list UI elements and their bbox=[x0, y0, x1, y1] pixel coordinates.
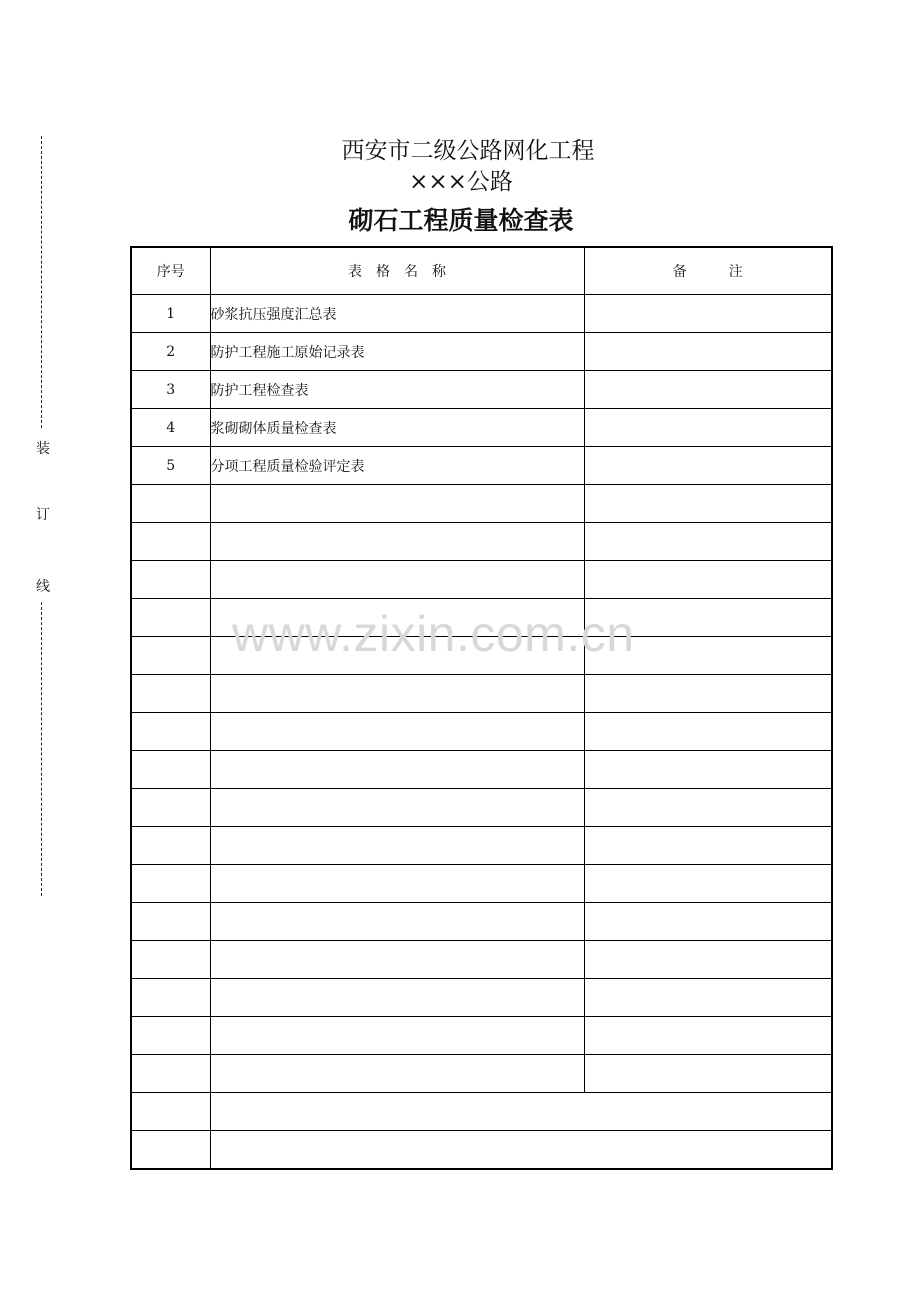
empty-cell bbox=[584, 1055, 832, 1093]
binding-dashed-line-bottom bbox=[41, 602, 42, 896]
empty-cell bbox=[210, 675, 584, 713]
table-row bbox=[131, 409, 832, 447]
binding-char-zhuang: 装 bbox=[36, 441, 50, 457]
empty-row bbox=[131, 979, 832, 1017]
empty-cell bbox=[131, 751, 210, 789]
empty-row bbox=[131, 903, 832, 941]
empty-cell bbox=[131, 675, 210, 713]
column-header-remark: 备 注 bbox=[584, 247, 832, 295]
row-remark bbox=[584, 409, 832, 447]
empty-cell bbox=[584, 599, 832, 637]
empty-row bbox=[131, 637, 832, 675]
row-name: 浆砌砌体质量检查表 bbox=[210, 409, 584, 447]
empty-cell bbox=[584, 941, 832, 979]
empty-cell bbox=[210, 713, 584, 751]
empty-cell bbox=[131, 637, 210, 675]
row-seq: 4 bbox=[131, 409, 210, 447]
form-title: 砌石工程质量检查表 bbox=[348, 206, 574, 235]
empty-cell bbox=[131, 865, 210, 903]
empty-cell bbox=[584, 637, 832, 675]
row-remark bbox=[584, 371, 832, 409]
empty-cell bbox=[584, 713, 832, 751]
empty-row bbox=[131, 865, 832, 903]
binding-char-xian: 线 bbox=[36, 579, 50, 595]
empty-cell bbox=[131, 1093, 210, 1131]
empty-cell bbox=[131, 561, 210, 599]
binding-char-ding: 订 bbox=[36, 507, 50, 523]
merged-cell bbox=[210, 1131, 832, 1170]
empty-cell bbox=[210, 903, 584, 941]
empty-cell bbox=[584, 903, 832, 941]
table-header-row bbox=[131, 247, 832, 295]
row-remark bbox=[584, 447, 832, 485]
row-remark bbox=[584, 333, 832, 371]
empty-row bbox=[131, 599, 832, 637]
empty-row bbox=[131, 561, 832, 599]
empty-row bbox=[131, 675, 832, 713]
empty-cell bbox=[131, 1017, 210, 1055]
empty-cell bbox=[584, 675, 832, 713]
table-row bbox=[131, 371, 832, 409]
empty-cell bbox=[210, 979, 584, 1017]
empty-cell bbox=[131, 713, 210, 751]
empty-cell bbox=[210, 827, 584, 865]
empty-cell bbox=[584, 561, 832, 599]
empty-cell bbox=[210, 1055, 584, 1093]
empty-cell bbox=[131, 789, 210, 827]
column-header-seq: 序号 bbox=[131, 247, 210, 295]
empty-cell bbox=[131, 1055, 210, 1093]
empty-cell bbox=[210, 599, 584, 637]
inspection-table bbox=[130, 246, 833, 1170]
empty-cell bbox=[584, 485, 832, 523]
empty-cell bbox=[584, 865, 832, 903]
empty-cell bbox=[131, 599, 210, 637]
empty-cell bbox=[584, 751, 832, 789]
watermark: www.zixin.com.cn bbox=[232, 606, 635, 662]
empty-cell bbox=[210, 751, 584, 789]
merged-cell bbox=[210, 1093, 832, 1131]
empty-cell bbox=[584, 523, 832, 561]
empty-row bbox=[131, 485, 832, 523]
empty-cell bbox=[584, 789, 832, 827]
empty-cell bbox=[584, 1017, 832, 1055]
row-name: 分项工程质量检验评定表 bbox=[210, 447, 584, 485]
empty-cell bbox=[210, 1017, 584, 1055]
merged-row bbox=[131, 1131, 832, 1170]
row-seq: 2 bbox=[131, 333, 210, 371]
empty-cell bbox=[210, 485, 584, 523]
empty-cell bbox=[584, 827, 832, 865]
empty-row bbox=[131, 1055, 832, 1093]
empty-cell bbox=[131, 941, 210, 979]
empty-cell bbox=[131, 827, 210, 865]
row-name: 砂浆抗压强度汇总表 bbox=[210, 295, 584, 333]
row-seq: 1 bbox=[131, 295, 210, 333]
row-name: 防护工程施工原始记录表 bbox=[210, 333, 584, 371]
row-name: 防护工程检查表 bbox=[210, 371, 584, 409]
table-row bbox=[131, 295, 832, 333]
empty-row bbox=[131, 751, 832, 789]
table-row bbox=[131, 333, 832, 371]
empty-cell bbox=[210, 865, 584, 903]
empty-row bbox=[131, 1017, 832, 1055]
road-title: ×××公路 bbox=[409, 169, 513, 195]
empty-cell bbox=[584, 979, 832, 1017]
row-remark bbox=[584, 295, 832, 333]
empty-cell bbox=[131, 523, 210, 561]
empty-cell bbox=[131, 1131, 210, 1170]
empty-cell bbox=[210, 561, 584, 599]
empty-row bbox=[131, 523, 832, 561]
empty-cell bbox=[210, 789, 584, 827]
empty-row bbox=[131, 789, 832, 827]
empty-cell bbox=[131, 979, 210, 1017]
empty-row bbox=[131, 827, 832, 865]
empty-cell bbox=[210, 941, 584, 979]
empty-row bbox=[131, 713, 832, 751]
merged-row bbox=[131, 1093, 832, 1131]
empty-cell bbox=[210, 637, 584, 675]
empty-cell bbox=[131, 903, 210, 941]
empty-row bbox=[131, 941, 832, 979]
row-seq: 3 bbox=[131, 371, 210, 409]
empty-cell bbox=[210, 523, 584, 561]
column-header-name: 表 格 名 称 bbox=[210, 247, 584, 295]
row-seq: 5 bbox=[131, 447, 210, 485]
project-title: 西安市二级公路网化工程 bbox=[341, 138, 595, 164]
table-row bbox=[131, 447, 832, 485]
empty-cell bbox=[131, 485, 210, 523]
